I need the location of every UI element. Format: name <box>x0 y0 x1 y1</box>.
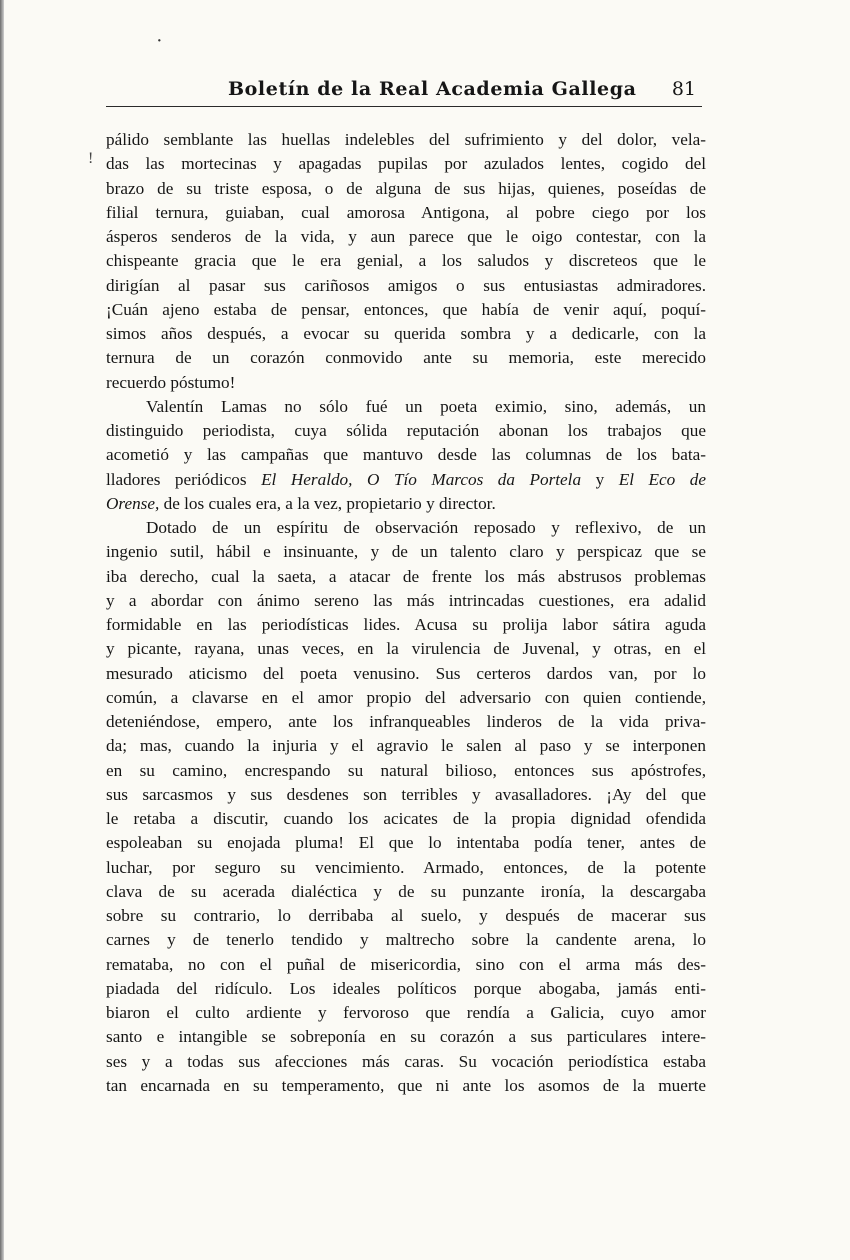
text-line <box>106 468 706 492</box>
text-line: das las mortecinas y apagadas pupilas por azulados lentes, cogido del <box>106 154 706 174</box>
ink-speck: · <box>156 30 163 52</box>
text-line: ternura de un corazón conmovido ante su memoria, este merecido <box>106 348 706 368</box>
journal-title: Boletín de la Real Academia Gallega <box>228 78 637 100</box>
text-line: simos años después, a evocar su querida sombra y a dedicarle, con la <box>106 324 706 343</box>
text-fragment: de los cuales era, a la vez, propietario y director. <box>163 493 496 513</box>
text-line: clava de su acerada dialéctica y de su punzante ironía, la descargaba <box>106 881 706 901</box>
text-line: filial ternura, guiaban, cual amorosa Antigona, al pobre ciego por los <box>106 202 706 222</box>
text-line: dirigían al pasar sus cariñosos amigos o sus entusiastas admiradores. <box>106 275 706 295</box>
text-line: luchar, por seguro su vencimiento. Armado, entonces, de la potente <box>106 857 706 877</box>
text-line: mesurado aticismo del poeta venusino. Sus certeros dardos van, por lo <box>106 663 706 683</box>
text-line: le retaba a discutir, cuando los acicates de la propia dignidad ofendida <box>106 809 706 828</box>
text-line: iba derecho, cual la saeta, a atacar de frente los más abstrusos problemas <box>106 566 706 586</box>
text-line: biaron el culto ardiente y fervoroso que rendía a Galicia, cuyo amor <box>106 1003 706 1022</box>
text-line: sus sarcasmos y sus desdenes son terribles y avasalladores. ¡Ay del que <box>106 784 706 804</box>
text-line: ingenio sutil, hábil e insinuante, y de un talento claro y perspicaz que se <box>106 542 706 562</box>
periodical-title: El Heraldo, <box>261 469 353 489</box>
text-line: y picante, rayana, unas veces, en la virulencia de Juvenal, y otras, en el <box>106 639 706 659</box>
page-edge-shadow <box>0 0 4 1260</box>
text-line: tan encarnada en su temperamento, que ni ante los asomos de la muerte <box>106 1075 706 1095</box>
periodical-title: Orense, <box>106 493 160 513</box>
text-line: Valentín Lamas no sólo fué un poeta eximio, sino, además, un <box>146 396 706 416</box>
periodical-title: El Eco de <box>618 469 706 489</box>
text-line: santo e intangible se sobreponía en su corazón a sus particulares intere- <box>106 1027 706 1047</box>
text-line: deteniéndose, empero, ante los infranqueables linderos de la vida priva- <box>106 712 706 731</box>
text-line: sobre su contrario, lo derribaba al suelo, y después de macerar sus <box>106 906 706 925</box>
paragraph-1 <box>106 128 706 395</box>
margin-mark: ! <box>88 150 94 167</box>
text-line: brazo de su triste esposa, o de alguna de sus hijas, quienes, poseídas de <box>106 178 706 198</box>
text-line: acometió y las campañas que mantuvo desde las columnas de los bata- <box>106 445 706 465</box>
text-line: ásperos senderos de la vida, y aun parece que le oigo contestar, con la <box>106 227 706 246</box>
text-line: Dotado de un espíritu de observación reposado y reflexivo, de un <box>146 518 706 537</box>
text-fragment: y <box>595 469 605 489</box>
text-line: remataba, no con el puñal de misericordia, sino con el arma más des- <box>106 954 706 974</box>
text-line: chispeante gracia que le era genial, a los saludos y discreteos que le <box>106 251 706 271</box>
text-line: da; mas, cuando la injuria y el agravio le salen al paso y se interponen <box>106 736 706 756</box>
text-line: formidable en las periodísticas lides. Acusa su prolija labor sátira aguda <box>106 615 706 634</box>
text-line: y a abordar con ánimo sereno las más intrincadas cuestiones, era adalid <box>106 590 706 610</box>
periodical-title: O Tío Marcos da Portela <box>366 469 582 489</box>
text-line: pálido semblante las huellas indelebles del sufrimiento y del dolor, vela- <box>106 130 706 149</box>
text-line: espoleaban su enojada pluma! El que lo intentaba podía tener, antes de <box>106 833 706 853</box>
text-line <box>106 492 706 516</box>
text-line: en su camino, encrespando su natural bilioso, entonces sus apóstrofes, <box>106 760 706 780</box>
text-line: piadada del ridículo. Los ideales políticos porque abogaba, jamás enti- <box>106 978 706 998</box>
text-line: común, a clavarse en el amor propio del adversario con quien contiende, <box>106 687 706 707</box>
text-fragment: lladores periódicos <box>106 469 247 489</box>
text-line: distinguido periodista, cuya sólida reputación abonan los trabajos que <box>106 421 706 440</box>
text-line: recuerdo póstumo! <box>106 372 236 392</box>
text-line: ¡Cuán ajeno estaba de pensar, entonces, que había de venir aquí, poquí- <box>106 299 706 319</box>
running-header <box>106 76 702 107</box>
paragraph-3 <box>106 516 706 1098</box>
paragraph-2 <box>106 395 706 516</box>
text-line: carnes y de tenerlo tendido y maltrecho sobre la candente arena, lo <box>106 930 706 950</box>
text-line: ses y a todas sus afecciones más caras. Su vocación periodística estaba <box>106 1051 706 1071</box>
page-number: 81 <box>671 78 696 100</box>
body-text <box>106 128 706 1098</box>
